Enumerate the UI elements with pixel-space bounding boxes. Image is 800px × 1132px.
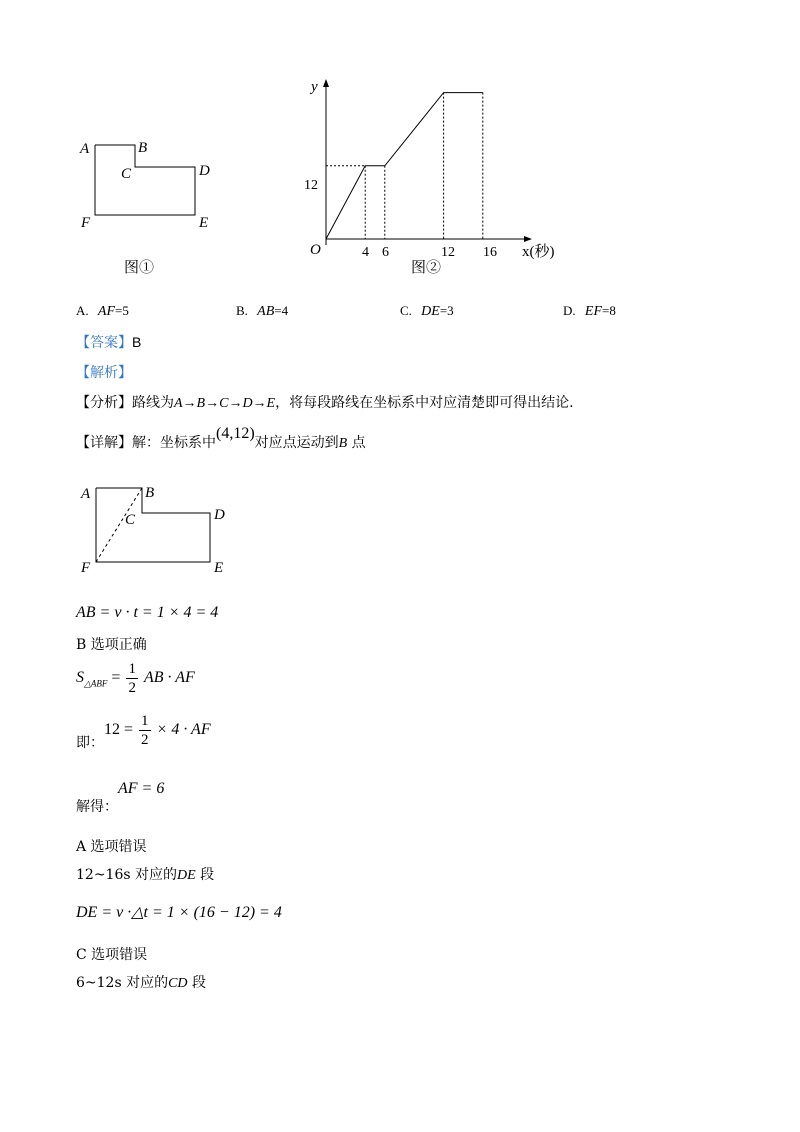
fig1-label-B: B (138, 140, 148, 156)
eq12-den: 2 (141, 732, 149, 748)
ji-label: 即： (76, 735, 104, 751)
a-wrong: A 选项错误 (76, 839, 147, 855)
area-fraction (126, 660, 138, 697)
seg-de-line (76, 864, 214, 884)
seg-de-b: DE (177, 868, 196, 883)
option-a (76, 303, 129, 320)
eq12-num: 1 (141, 713, 149, 729)
option-b (236, 303, 288, 320)
x-tick-16: 16 (483, 245, 497, 260)
area-num: 1 (128, 661, 136, 677)
fig1-label-C: C (121, 166, 132, 182)
c-wrong: C 选项错误 (76, 947, 148, 963)
fig1-label-A: A (80, 141, 90, 157)
eq-af: AF = 6 (118, 780, 165, 797)
option-c-rhs: =3 (439, 303, 454, 318)
option-a-letter: A. (76, 303, 89, 318)
fenxi-path: A→B→C→D→E (174, 396, 276, 411)
seg-de-a: 12~16s 对应的 (76, 867, 177, 883)
figure-1-caption: 图① (124, 258, 155, 276)
x-tick-12: 12 (441, 245, 455, 260)
area-den: 2 (128, 680, 136, 696)
x-tick-6: 6 (382, 245, 389, 260)
option-b-lhs: AB (257, 304, 275, 319)
fig1-label-F: F (81, 215, 91, 231)
eq-area (76, 660, 195, 697)
x-axis-label: x(秒) (522, 244, 555, 260)
eq12-fraction (139, 712, 151, 749)
option-b-rhs: =4 (274, 303, 289, 318)
detail-suffix: 对应点运动到 (254, 435, 339, 451)
fig3-label-C: C (125, 512, 136, 528)
figure-3-diagonal-bf (96, 488, 142, 562)
answer-line (76, 332, 141, 352)
fig3-label-B: B (145, 485, 155, 501)
y-tick-12: 12 (304, 178, 318, 193)
y-axis-arrow (323, 79, 329, 87)
eq-ab: AB = v · t = 1 × 4 = 4 (76, 604, 219, 621)
figure-2-graph (300, 75, 570, 265)
answer-tag: 【答案】 (76, 335, 132, 351)
detail-pt: B (338, 436, 348, 451)
option-b-letter: B. (236, 303, 248, 318)
fig1-label-E: E (199, 215, 209, 231)
analysis-tag: 【解析】 (76, 365, 132, 381)
eq-12 (104, 712, 211, 749)
x-tick-4: 4 (362, 245, 369, 260)
option-c (400, 303, 454, 320)
fig3-label-A: A (81, 486, 91, 502)
detail-tag: 【详解】 (76, 435, 132, 451)
origin-label: O (310, 242, 321, 258)
figure-1-shape (75, 135, 225, 235)
fenxi-line (76, 392, 574, 412)
x-axis-arrow (524, 236, 532, 242)
fenxi-prefix: 路线为 (132, 395, 174, 411)
seg-cd-a: 6~12s 对应的 (76, 975, 169, 991)
area-rhs: AB · AF (143, 669, 195, 687)
option-d-letter: D. (563, 303, 576, 318)
seg-de-c: 段 (195, 867, 215, 883)
detail-line (76, 425, 366, 452)
option-d (563, 303, 616, 320)
figure-2-caption: 图② (411, 258, 442, 276)
eq12-b: × 4 · AF (156, 721, 211, 739)
eq12-a: 12 = (104, 721, 134, 739)
figure-3-shape (75, 478, 235, 578)
area-s: S (76, 669, 84, 687)
option-a-rhs: =5 (115, 303, 129, 318)
option-d-lhs: EF (584, 304, 602, 319)
seg-cd-c: 段 (187, 975, 206, 991)
fig1-label-D: D (199, 163, 210, 179)
option-c-lhs: DE (421, 304, 440, 319)
detail-end: 点 (347, 435, 366, 451)
option-d-rhs: =8 (602, 303, 616, 318)
detail-point: (4,12) (216, 425, 255, 442)
b-correct: B 选项正确 (76, 637, 147, 653)
chart-line-series (326, 93, 483, 239)
answer-value: B (132, 334, 142, 350)
area-eq: = (111, 669, 121, 687)
jiede-label: 解得： (76, 799, 118, 815)
seg-cd-line (76, 972, 206, 992)
fig3-label-E: E (214, 560, 224, 576)
eq-de: DE = v ·△t = 1 × (16 − 12) = 4 (76, 904, 282, 921)
option-a-lhs: AF (97, 304, 115, 319)
area-sub: △ABF (84, 678, 108, 689)
fig3-label-D: D (214, 507, 225, 523)
detail-prefix: 解：坐标系中 (132, 435, 216, 451)
seg-cd-b: CD (168, 976, 188, 991)
option-c-letter: C. (400, 303, 412, 318)
fenxi-suffix: ，将每段路线在坐标系中对应清楚即可得出结论. (275, 395, 574, 411)
fig3-label-F: F (81, 560, 91, 576)
fenxi-tag: 【分析】 (76, 395, 132, 411)
y-axis-label: y (311, 79, 318, 95)
